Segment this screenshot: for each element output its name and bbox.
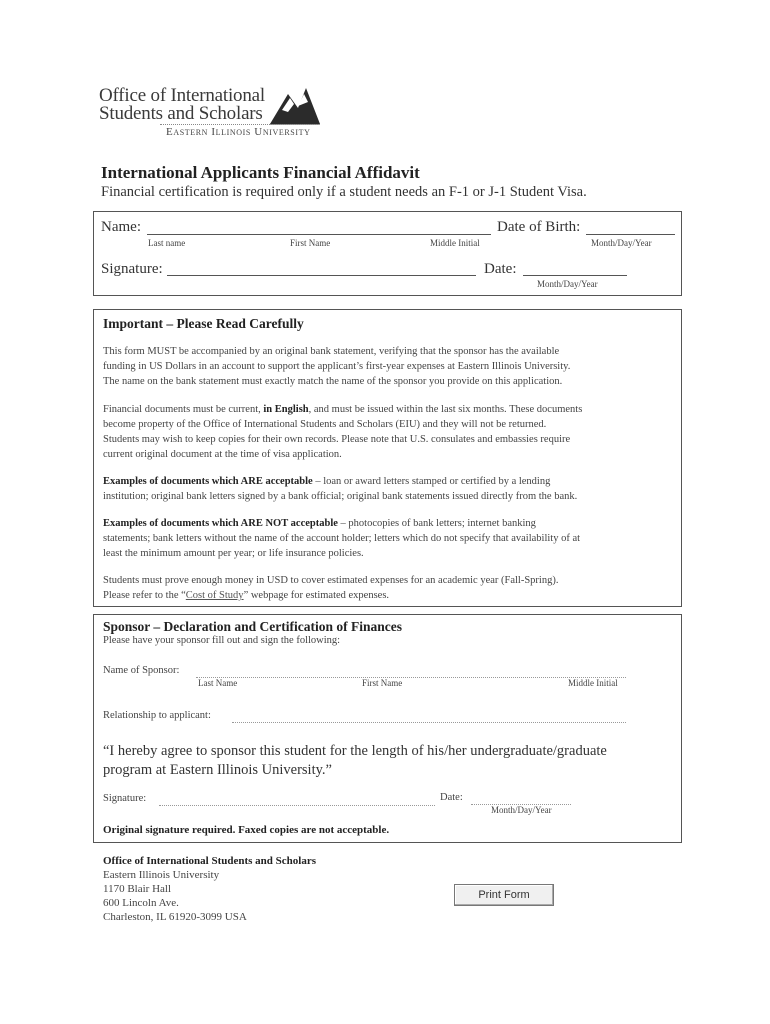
bank-statement-paragraph <box>103 344 679 389</box>
text-run: – loan or award letters stamped or certified by a lending <box>312 476 551 487</box>
text-line: become property of the Office of International Students and Scholars (EIU) and they will not be returned. <box>103 419 547 430</box>
sponsor-date-format-caption: Month/Day/Year <box>491 805 552 815</box>
text-run: Financial documents must be current, <box>103 404 264 415</box>
sponsor-signature-label: Signature: <box>103 793 147 804</box>
logo-university: Eastern Illinois University <box>166 126 311 138</box>
dob-label: Date of Birth: <box>497 219 581 235</box>
sponsor-heading: Sponsor – Declaration and Certification of Finances <box>103 619 402 634</box>
financial-documents-paragraph <box>103 402 679 462</box>
footer-street: 600 Lincoln Ave. <box>103 897 179 909</box>
emphasis-text: Examples of documents which ARE NOT acceptable <box>103 518 338 529</box>
text-line: Students must prove enough money in USD to cover estimated expenses for an academic year (Fall-Spring). <box>103 575 559 586</box>
text-line: Students may wish to keep copies for their own records. Please note that U.S. consulates and embassies require <box>103 434 571 445</box>
relationship-field[interactable] <box>232 722 626 723</box>
text-line: least the minimum amount per year; or life insurance policies. <box>103 548 364 559</box>
middle-initial-caption: Middle Initial <box>430 238 480 248</box>
sponsor-name-label: Name of Sponsor: <box>103 665 180 676</box>
not-acceptable-documents-paragraph <box>103 516 681 561</box>
logo-line-2: Students and Scholars <box>99 103 263 124</box>
text-line <box>103 588 679 603</box>
text-run: – photocopies of bank letters; internet banking <box>337 518 536 529</box>
acceptable-documents-paragraph <box>103 474 679 504</box>
footer-room: 1170 Blair Hall <box>103 883 172 895</box>
signature-field[interactable] <box>167 275 476 276</box>
eiu-logo-icon <box>268 80 322 126</box>
emphasis-text: Examples of documents which ARE acceptable <box>103 476 313 487</box>
page-subtitle: Financial certification is required only if a student needs an F-1 or J-1 Student Visa. <box>101 184 587 200</box>
sponsor-name-field[interactable] <box>196 677 626 678</box>
first-name-caption: First Name <box>290 238 331 248</box>
date-format-caption: Month/Day/Year <box>537 279 598 289</box>
text-line <box>103 474 679 489</box>
footer-university: Eastern Illinois University <box>103 869 220 881</box>
dob-field[interactable] <box>586 234 675 235</box>
original-signature-note: Original signature required. Faxed copies are not acceptable. <box>103 824 390 836</box>
date-label: Date: <box>484 261 517 277</box>
text-line: “I hereby agree to sponsor this student for the length of his/her undergraduate/graduate <box>103 743 607 759</box>
page-title: International Applicants Financial Affidavit <box>101 163 420 182</box>
text-line <box>103 402 679 417</box>
text-run: , and must be issued within the last six months. These documents <box>308 404 583 415</box>
sponsor-date-label: Date: <box>440 792 463 803</box>
cost-of-study-link[interactable]: Cost of Study <box>185 590 244 601</box>
sponsor-first-name-caption: First Name <box>362 678 403 688</box>
signature-label: Signature: <box>101 261 163 277</box>
text-line: program at Eastern Illinois University.” <box>103 762 332 778</box>
cost-of-study-paragraph <box>103 573 679 603</box>
text-run: ” webpage for estimated expenses. <box>243 590 390 601</box>
emphasis-text: in English <box>263 404 309 415</box>
footer-office: Office of International Students and Scholars <box>103 855 316 867</box>
sponsor-last-name-caption: Last Name <box>198 678 238 688</box>
last-name-caption: Last name <box>148 238 186 248</box>
text-line: The name on the bank statement must exactly match the name of the sponsor you provide on this application. <box>103 376 563 387</box>
name-label: Name: <box>101 219 141 235</box>
logo-divider <box>160 124 318 125</box>
sponsor-box <box>93 614 682 843</box>
text-line: This form MUST be accompanied by an original bank statement, verifying that the sponsor has the available <box>103 346 560 357</box>
sponsor-signature-field[interactable] <box>159 805 435 806</box>
text-run: Please refer to the “ <box>103 590 186 601</box>
sponsor-instruction: Please have your sponsor fill out and sign the following: <box>103 635 341 646</box>
date-field[interactable] <box>523 275 627 276</box>
text-line: statements; bank letters without the name of the account holder; letters which do not specify that availability of at <box>103 533 581 544</box>
text-line: current original document at the time of visa application. <box>103 449 342 460</box>
sponsor-middle-initial-caption: Middle Initial <box>568 678 618 688</box>
logo-line-1: Office of International <box>99 85 265 106</box>
relationship-label: Relationship to applicant: <box>103 710 211 721</box>
text-line: institution; original bank letters signed by a bank official; original bank statements issued directly from the bank. <box>103 491 578 502</box>
print-form-button[interactable]: Print Form <box>454 884 554 906</box>
sponsor-declaration <box>103 742 679 780</box>
name-field[interactable] <box>147 234 491 235</box>
text-line: funding in US Dollars in an account to support the applicant’s first-year expenses at Eastern Illinois University. <box>103 361 571 372</box>
footer-city: Charleston, IL 61920-3099 USA <box>103 911 247 923</box>
dob-format-caption: Month/Day/Year <box>591 238 652 248</box>
text-line <box>103 516 681 531</box>
important-heading: Important – Please Read Carefully <box>103 316 304 331</box>
